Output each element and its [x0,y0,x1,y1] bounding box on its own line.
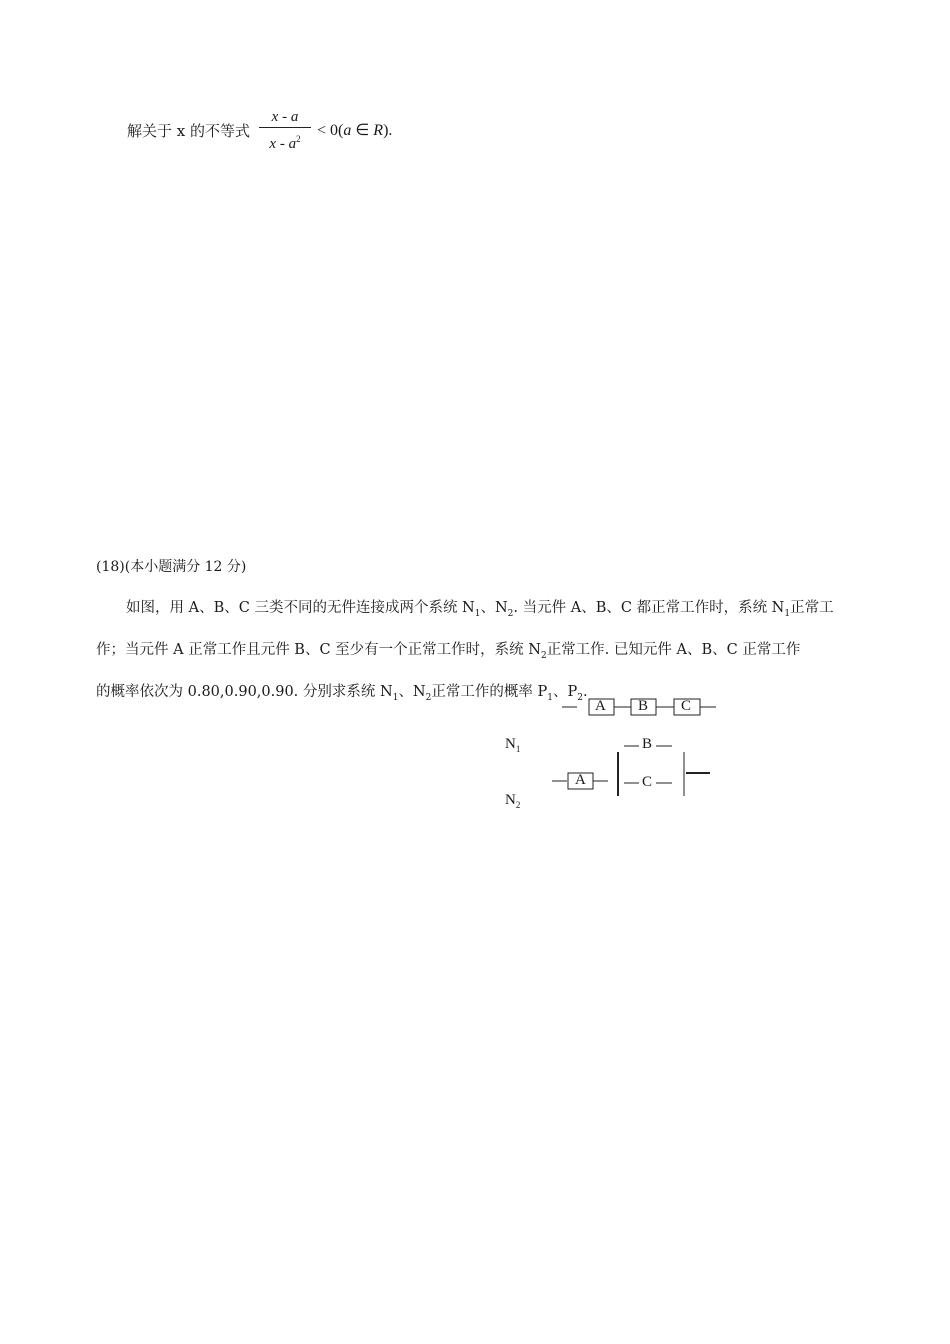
n2-label: $N_2$ [505,792,521,810]
n1-box-b-label: B [638,698,649,714]
circuit-diagram [500,690,730,815]
n2-box-a-label: A [575,772,586,788]
n1-box-a-label: A [595,698,606,714]
q18-line-2: 作；当元件 A 正常工作且元件 B、C 至少有一个正常工作时，系统 $N_2$正常工作. 已知元件 A、B、C 正常工作 [96,641,801,661]
inequality-fraction [259,108,311,153]
q18-line-3: 的概率依次为 0.80,0.90,0.90. 分别求系统 $N_1$、$N_2$正常工作的概率 $P_1$、$P_2$. [96,683,588,703]
n1-box-c-label: C [681,698,692,714]
fraction-denominator: x - $a^2$ [269,134,301,152]
q18-line-1: 如图，用 A、B、C 三类不同的无件连接成两个系统 $N_1$、$N_2$. 当元件 A、B、C 都正常工作时，系统 $N_1$正常工 [126,600,834,619]
branch-c-label: C [642,774,653,790]
q17-lead-text: 解关于 x 的不等式 [127,122,250,140]
question-18-title: (18)(本小题满分 12 分) [96,559,247,575]
branch-b-label: B [642,736,653,752]
n1-label: $N_1$ [505,736,521,754]
fraction-numerator: x - a [271,109,299,125]
inequality-tail: < 0(a ∈ R). [317,122,393,139]
question-18-body [96,590,862,716]
fraction-bar [259,127,311,128]
circuit-lines [500,690,730,815]
